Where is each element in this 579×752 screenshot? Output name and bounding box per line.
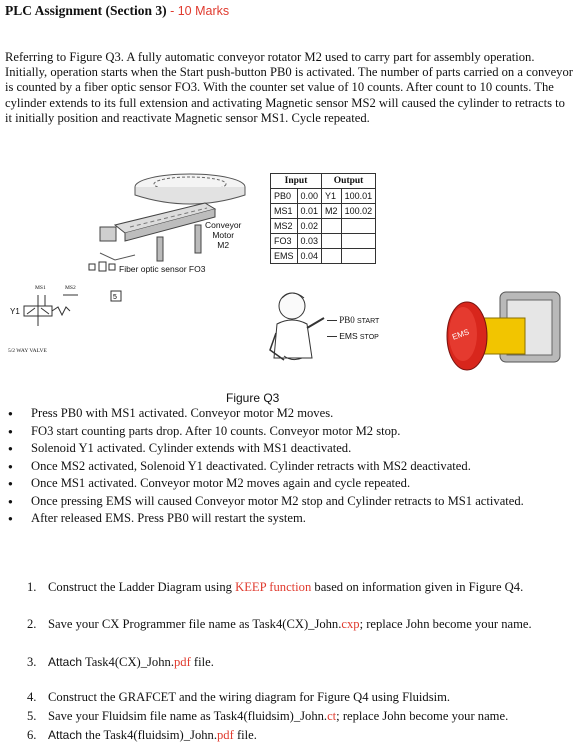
task-number: 5. <box>27 709 37 723</box>
task-text <box>48 728 553 744</box>
task-text-part: the Task4(fluidsim)_John. <box>82 728 217 742</box>
file-extension: cxp <box>341 617 360 631</box>
task-text-part: file. <box>233 728 257 742</box>
task-text <box>48 655 553 671</box>
table-row <box>271 204 376 219</box>
attach-word: Attach <box>48 655 83 669</box>
ms1-label: MS1 <box>35 285 46 291</box>
empty-cell <box>322 249 342 264</box>
list-item: ● Once pressing EMS will caused Conveyor motor M2 stop and Cylinder retracts to MS1 activated. <box>0 493 566 511</box>
empty-cell <box>341 219 376 234</box>
pb0-action: START <box>356 318 380 325</box>
table-row <box>271 189 376 204</box>
svg-text:5: 5 <box>113 294 117 301</box>
input-addr: 0.00 <box>297 189 322 204</box>
figure-q3 <box>0 160 579 408</box>
table-row <box>271 234 376 249</box>
ms2-label: MS2 <box>65 285 76 291</box>
input-addr: 0.02 <box>297 219 322 234</box>
pb0-indicator <box>327 315 379 325</box>
task-number: 1. <box>27 580 37 594</box>
task-text <box>48 617 553 633</box>
arrow-line <box>327 336 337 337</box>
list-item: ● Once MS1 activated. Conveyor motor M2 moves again and cycle repeated. <box>0 475 566 493</box>
input-name: MS1 <box>271 204 298 219</box>
valve-schematic <box>8 290 88 335</box>
ems-action: STOP <box>359 334 379 341</box>
task-text <box>48 580 553 596</box>
empty-cell <box>341 234 376 249</box>
empty-cell <box>322 219 342 234</box>
figure-caption: Figure Q3 <box>226 391 280 405</box>
ems-indicator <box>327 331 379 341</box>
ems-button-text: EMS <box>450 327 471 342</box>
y1-label: Y1 <box>10 307 20 316</box>
input-name: FO3 <box>271 234 298 249</box>
arrow-line <box>327 320 337 321</box>
input-name: PB0 <box>271 189 298 204</box>
list-item: ● Solenoid Y1 activated. Cylinder extends with MS1 deactivated. <box>0 440 566 458</box>
input-addr: 0.04 <box>297 249 322 264</box>
ems-label: EMS <box>339 331 358 341</box>
task-number: 2. <box>27 617 37 631</box>
task-number: 3. <box>27 655 37 669</box>
task-text-part: Construct the Ladder Diagram using <box>48 580 236 594</box>
pb0-label: PB0 <box>339 315 355 325</box>
operator-illustration <box>262 288 337 370</box>
list-item: ● Press PB0 with MS1 activated. Conveyor motor M2 moves. <box>0 405 566 423</box>
conveyor-label-line3: M2 <box>217 240 230 250</box>
input-name: MS2 <box>271 219 298 234</box>
output-addr: 100.02 <box>341 204 376 219</box>
input-header: Input <box>271 174 322 189</box>
requirements-list <box>0 405 579 528</box>
output-addr: 100.01 <box>341 189 376 204</box>
task-number: 4. <box>27 690 37 704</box>
list-item: ● FO3 start counting parts drop. After 10 counts. Conveyor motor M2 stop. <box>0 423 566 441</box>
file-extension: pdf <box>173 655 191 669</box>
task-text-part: Save your CX Programmer file name as Task4(CX)_John. <box>48 617 342 631</box>
intro-paragraph: Referring to Figure Q3. A fully automatic conveyor rotator M2 used to carry part for assembly operation. Initially, operation starts when the Start push-button PB0 is activated. The number of parts carried on a conveyor is counted by a fiber optic sensor FO3. With the counter set value of 10 counts. After count to 10 counts. The cylinder extends to its full extension and activating Magnetic sensor MS2 will caused the cylinder to retracts to it initially position and reactivate Magnetic sensor MS1. Cycle repeated. <box>5 50 573 125</box>
table-row <box>271 219 376 234</box>
file-extension: ct <box>327 709 337 723</box>
task-text-part: file. <box>190 655 214 669</box>
conveyor-label-line1: Conveyor <box>205 220 242 230</box>
input-addr: 0.03 <box>297 234 322 249</box>
task-text: Construct the GRAFCET and the wiring diagram for Figure Q4 using Fluidsim. <box>48 690 451 704</box>
sensor-box-icon <box>110 290 122 302</box>
list-item: ● After released EMS. Press PB0 will restart the system. <box>0 510 566 528</box>
task-text <box>48 709 553 725</box>
table-row <box>271 249 376 264</box>
task-text-part: based on information given in Figure Q4. <box>311 580 524 594</box>
task-text-part: Save your Fluidsim file name as Task4(fluidsim)_John. <box>48 709 328 723</box>
io-table <box>270 173 376 264</box>
empty-cell <box>341 249 376 264</box>
task-text-part: Task4(CX)_John. <box>82 655 174 669</box>
list-item: ● Once MS2 activated, Solenoid Y1 deactivated. Cylinder retracts with MS2 deactivated. <box>0 458 566 476</box>
conveyor-label-line2: Motor <box>212 230 235 240</box>
empty-cell <box>322 234 342 249</box>
task-text-part: ; replace John become your name. <box>359 617 532 631</box>
keep-function-highlight: KEEP function <box>235 580 312 594</box>
output-header: Output <box>322 174 376 189</box>
conveyor-motor-label <box>205 220 241 250</box>
page-title <box>5 3 229 19</box>
input-addr: 0.01 <box>297 204 322 219</box>
input-name: EMS <box>271 249 298 264</box>
assignment-title: PLC Assignment (Section 3) <box>5 3 167 18</box>
conveyor-illustration <box>95 165 270 275</box>
attach-word: Attach <box>48 728 83 742</box>
task-text-part: ; replace John become your name. <box>336 709 509 723</box>
task-number: 6. <box>27 728 37 742</box>
output-name: Y1 <box>322 189 342 204</box>
fiber-sensor-label: Fiber optic sensor FO3 <box>119 264 206 274</box>
marks-label: - 10 Marks <box>166 4 230 18</box>
output-name: M2 <box>322 204 342 219</box>
file-extension: pdf <box>217 728 234 742</box>
valve-label: 5/2 WAY VALVE <box>8 348 47 354</box>
fiber-sensor-icon <box>88 261 118 273</box>
